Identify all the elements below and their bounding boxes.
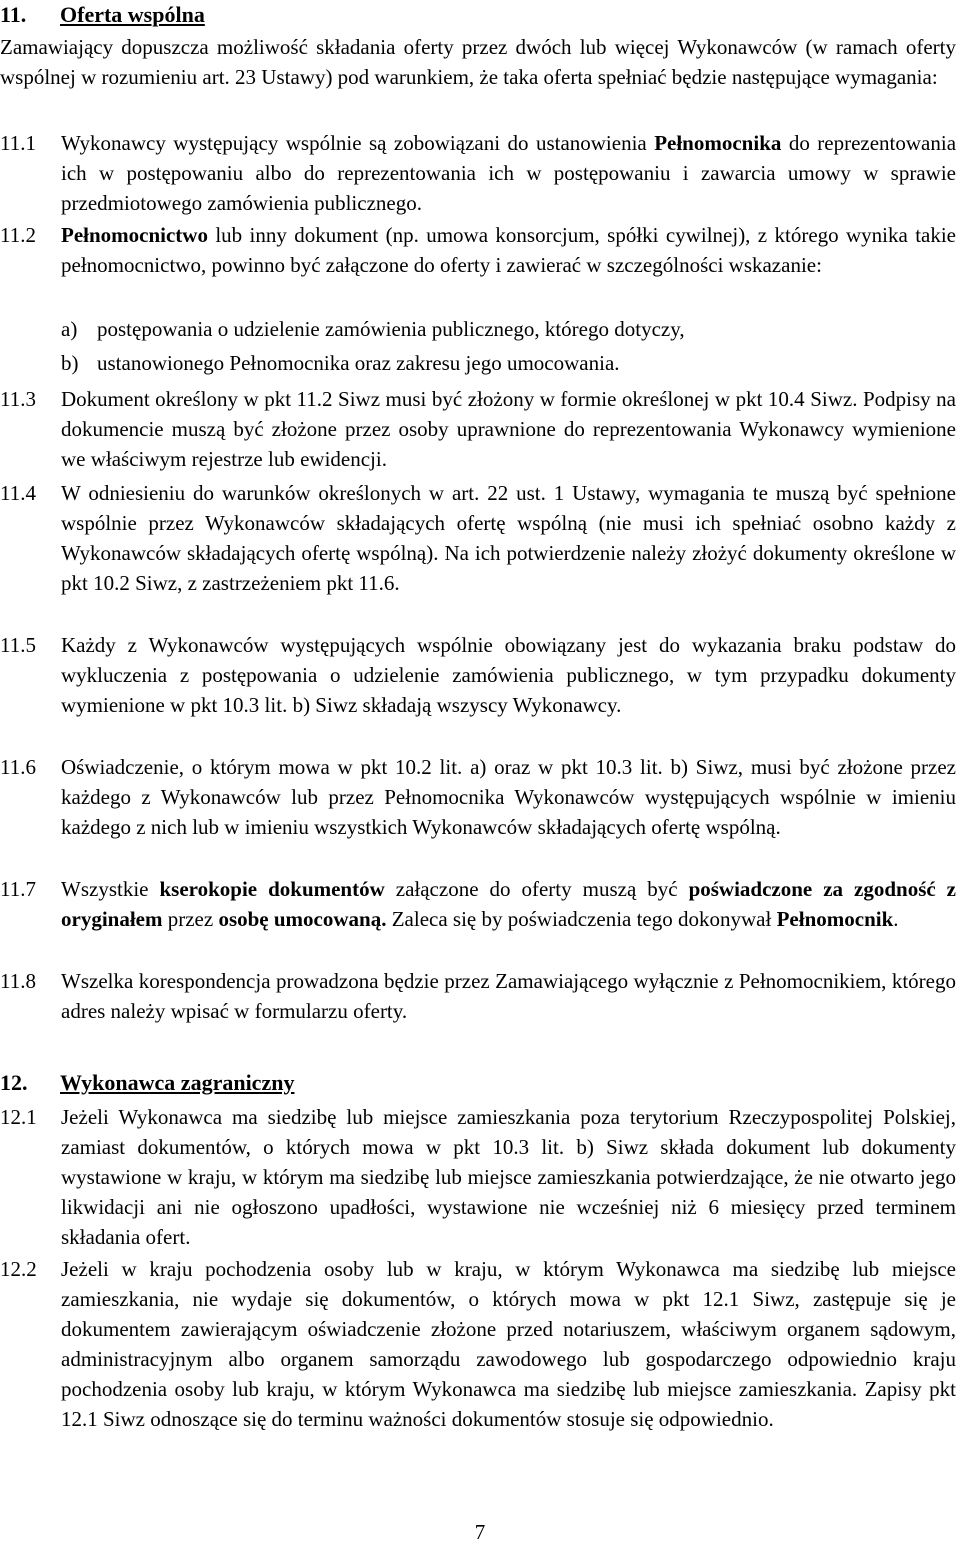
sub-item-label: a): [61, 317, 78, 341]
item-number: 11.6: [0, 755, 36, 779]
section-number: 11.: [0, 2, 27, 27]
item-text: Oświadczenie, o którym mowa w pkt 10.2 lit. a) oraz w pkt 10.3 lit. b) Siwz, musi być złożone przez każdego z Wykonawców lub przez Pełnomocnika Wykonawców występujących wspólnie w imieniu każdego z nich lub w imieniu wszystkich Wykonawców składających ofertę wspólną.: [61, 755, 956, 839]
item-number: 11.7: [0, 877, 36, 901]
item-11-6: [0, 752, 956, 842]
section-11-intro: Zamawiający dopuszcza możliwość składania oferty przez dwóch lub więcej Wykonawców (w ramach oferty wspólnej w rozumieniu art. 23 Ustawy) pod warunkiem, że taka oferta spełniać będzie następujące wymagania:: [0, 35, 956, 89]
item-number: 11.2: [0, 223, 36, 247]
item-text: Dokument określony w pkt 11.2 Siwz musi być złożony w formie określonej w pkt 10.4 Siwz. Podpisy na dokumencie muszą być złożone przez osoby uprawnione do reprezentowania Wykonawcy wymienione we właściwym rejestrze lub ewidencji.: [61, 387, 956, 471]
sub-item-text: ustanowionego Pełnomocnika oraz zakresu jego umocowania.: [97, 351, 620, 375]
page-number: 7: [474, 1520, 486, 1544]
item-11-4: [0, 478, 956, 598]
item-11-3: [0, 384, 956, 474]
item-text: Wykonawcy występujący wspólnie są zobowiązani do ustanowienia Pełnomocnika do reprezentowania ich w postępowaniu albo do reprezentowania ich w postępowaniu i zawarcia umowy w sprawie przedmiotowego zamówienia publicznego.: [61, 131, 957, 215]
section-12-heading: [0, 1068, 294, 1098]
item-number: 11.4: [0, 481, 36, 505]
section-title: Wykonawca zagraniczny: [60, 1070, 295, 1095]
section-11-heading: [0, 0, 205, 30]
item-number: 11.3: [0, 387, 36, 411]
sub-item-label: b): [61, 351, 79, 375]
item-12-2: [0, 1254, 956, 1434]
item-text: Wszelka korespondencja prowadzona będzie przez Zamawiającego wyłącznie z Pełnomocnikiem, którego adres należy wpisać w formularzu oferty.: [61, 969, 956, 1023]
item-number: 12.1: [0, 1105, 37, 1129]
item-number: 11.8: [0, 969, 36, 993]
section-title: Oferta wspólna: [60, 2, 205, 27]
sub-item-b: [61, 348, 956, 378]
item-12-1: [0, 1102, 956, 1252]
item-text: W odniesieniu do warunków określonych w art. 22 ust. 1 Ustawy, wymagania te muszą być spełnione wspólnie przez Wykonawców składających ofertę wspólną (nie musi ich spełniać osobno każdy z Wykonawców składających ofertę wspólną). Na ich potwierdzenie należy złożyć dokumenty określone w pkt 10.2 Siwz, z zastrzeżeniem pkt 11.6.: [61, 481, 956, 595]
item-number: 12.2: [0, 1257, 37, 1281]
item-text: Każdy z Wykonawców występujących wspólnie obowiązany jest do wykazania braku podstaw do wykluczenia z postępowania o udzielenie zamówienia publicznego, w tym przypadku dokumenty wymienione w pkt 10.3 lit. b) Siwz składają wszyscy Wykonawcy.: [61, 633, 956, 717]
item-text: Jeżeli w kraju pochodzenia osoby lub w kraju, w którym Wykonawca ma siedzibę lub miejsce zamieszkania, nie wydaje się dokumentów, o których mowa w pkt 12.1 Siwz, zastępuje się je dokumentem zawierającym oświadczenie złożone przed notariuszem, właściwym organem sądowym, administracyjnym albo organem samorządu zawodowego lub gospodarczego odpowiednio kraju pochodzenia osoby lub kraju, w którym Wykonawca ma siedzibę lub miejsce zamieszkania. Zapisy pkt 12.1 Siwz odnoszące się do terminu ważności dokumentów stosuje się odpowiednio.: [61, 1257, 956, 1431]
item-11-7: [0, 874, 956, 934]
sub-item-text: postępowania o udzielenie zamówienia publicznego, którego dotyczy,: [97, 317, 685, 341]
item-number: 11.5: [0, 633, 36, 657]
item-11-8: [0, 966, 956, 1026]
section-number: 12.: [0, 1070, 28, 1095]
item-11-2: [0, 220, 956, 280]
item-number: 11.1: [0, 131, 36, 155]
item-text: Jeżeli Wykonawca ma siedzibę lub miejsce zamieszkania poza terytorium Rzeczypospolitej Polskiej, zamiast dokumentów, o których mowa w pkt 10.3 lit. b) Siwz składa dokument lub dokumenty wystawione w kraju, w którym ma siedzibę lub miejsce zamieszkania potwierdzające, że nie otwarto jego likwidacji ani nie ogłoszono upadłości, wystawione nie wcześniej niż 6 miesięcy przed terminem składania ofert.: [61, 1105, 956, 1249]
item-text: Wszystkie kserokopie dokumentów załączone do oferty muszą być poświadczone za zgodność z oryginałem przez osobę umocowaną. Zaleca się by poświadczenia tego dokonywał Pełnomocnik.: [61, 877, 956, 931]
item-11-5: [0, 630, 956, 720]
sub-item-a: [61, 314, 956, 344]
item-11-1: [0, 128, 956, 218]
item-text: Pełnomocnictwo lub inny dokument (np. umowa konsorcjum, spółki cywilnej), z którego wynika takie pełnomocnictwo, powinno być załączone do oferty i zawierać w szczególności wskazanie:: [61, 223, 956, 277]
